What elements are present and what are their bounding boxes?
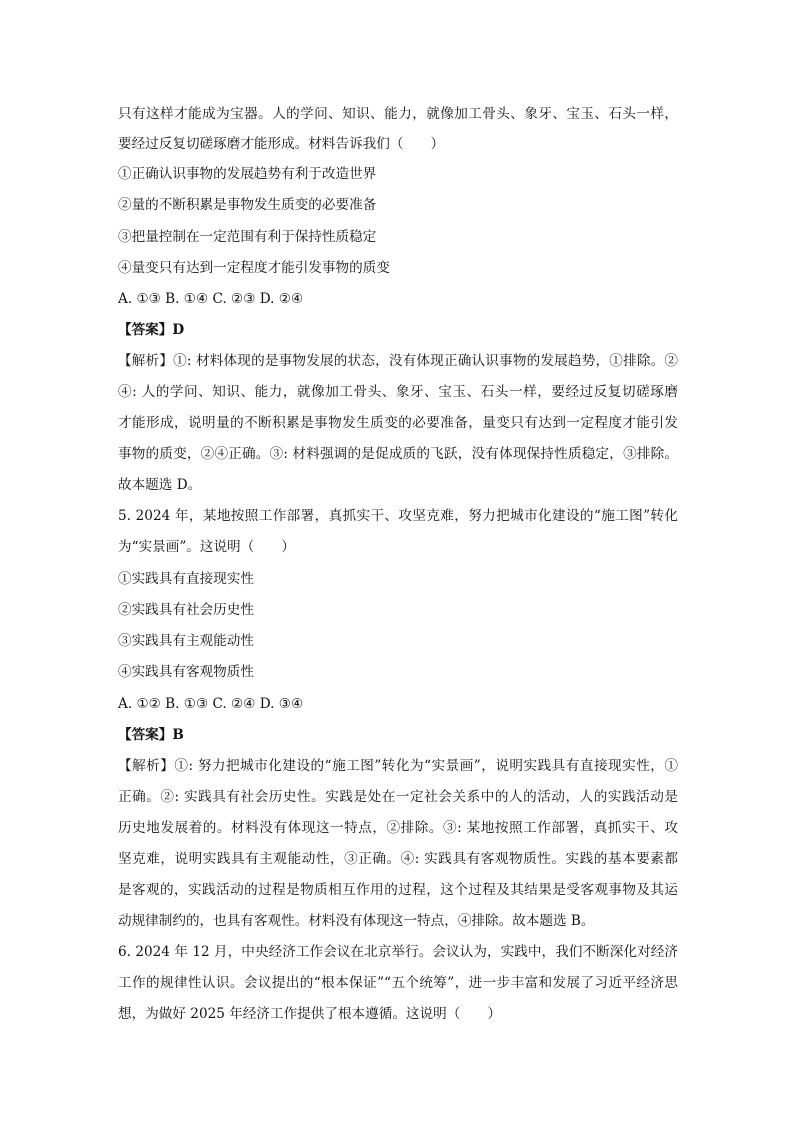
option-line: ②实践具有社会历史性 [118, 602, 254, 618]
analysis-line: 是客观的，实践活动的过程是物质相互作用的过程，这个过程及其结果是受客观事物及其运 [118, 882, 678, 898]
text-line: 要经过反复切磋琢磨才能形成。材料告诉我们（ ） [118, 136, 445, 152]
analysis-line: 故本题选 D。 [118, 477, 202, 493]
option-line: ④量变只有达到一定程度才能引发事物的质变 [118, 260, 390, 276]
question-line: 6. 2024 年 12 月，中央经济工作会议在北京举行。会议认为，实践中，我们不断深化对经济 [118, 944, 678, 960]
analysis-line: 坚克难，说明实践具有主观能动性，③正确。④: 实践具有客观物质性。实践的基本要素都 [118, 851, 678, 867]
analysis-line: 【解析】①: 努力把城市化建设的“施工图”转化为“实景画”，说明实践具有直接现实性，① [118, 758, 678, 774]
choices-line: A. ①③ B. ①④ C. ②③ D. ②④ [118, 291, 304, 307]
analysis-line: 事物的质变，②④正确。③: 材料强调的是促成质的飞跃，没有体现保持性质稳定，③排除。 [118, 446, 678, 462]
question-line: 为“实景画”。这说明（ ） [118, 539, 296, 555]
option-line: ①正确认识事物的发展趋势有利于改造世界 [118, 166, 377, 182]
answer-line: 【答案】D [118, 322, 185, 338]
answer-line: 【答案】B [118, 727, 184, 743]
analysis-line: 才能形成，说明量的不断积累是事物发生质变的必要准备，量变只有达到一定程度才能引发 [118, 415, 678, 431]
analysis-line: ④: 人的学问、知识、能力，就像加工骨头、象牙、宝玉、石头一样，要经过反复切磋琢磨 [118, 384, 678, 400]
analysis-line: 历史地发展着的。材料没有体现这一特点，②排除。③: 某地按照工作部署，真抓实干、攻 [118, 820, 678, 836]
question-line: 5. 2024 年，某地按照工作部署，真抓实干、攻坚克难，努力把城市化建设的“施工图”转化 [118, 508, 678, 524]
text-line: 只有这样才能成为宝器。人的学问、知识、能力，就像加工骨头、象牙、宝玉、石头一样， [118, 106, 678, 122]
option-line: ③把量控制在一定范围有利于保持性质稳定 [118, 229, 377, 245]
option-line: ①实践具有直接现实性 [118, 571, 254, 587]
question-line: 想，为做好 2025 年经济工作提供了根本遵循。这说明（ ） [118, 1006, 502, 1022]
analysis-line: 【解析】①: 材料体现的是事物发展的状态，没有体现正确认识事物的发展趋势，①排除。② [118, 353, 678, 369]
option-line: ④实践具有客观物质性 [118, 664, 254, 680]
analysis-line: 正确。②: 实践具有社会历史性。实践是处在一定社会关系中的人的活动，人的实践活动是 [118, 789, 678, 805]
choices-line: A. ①② B. ①③ C. ②④ D. ③④ [118, 696, 304, 712]
analysis-line: 动规律制约的，也具有客观性。材料没有体现这一特点，④排除。故本题选 B。 [118, 913, 595, 929]
option-line: ③实践具有主观能动性 [118, 633, 254, 649]
question-line: 工作的规律性认识。会议提出的“根本保证”“五个统筹”，进一步丰富和发展了习近平经济思 [118, 975, 678, 991]
option-line: ②量的不断积累是事物发生质变的必要准备 [118, 197, 377, 213]
